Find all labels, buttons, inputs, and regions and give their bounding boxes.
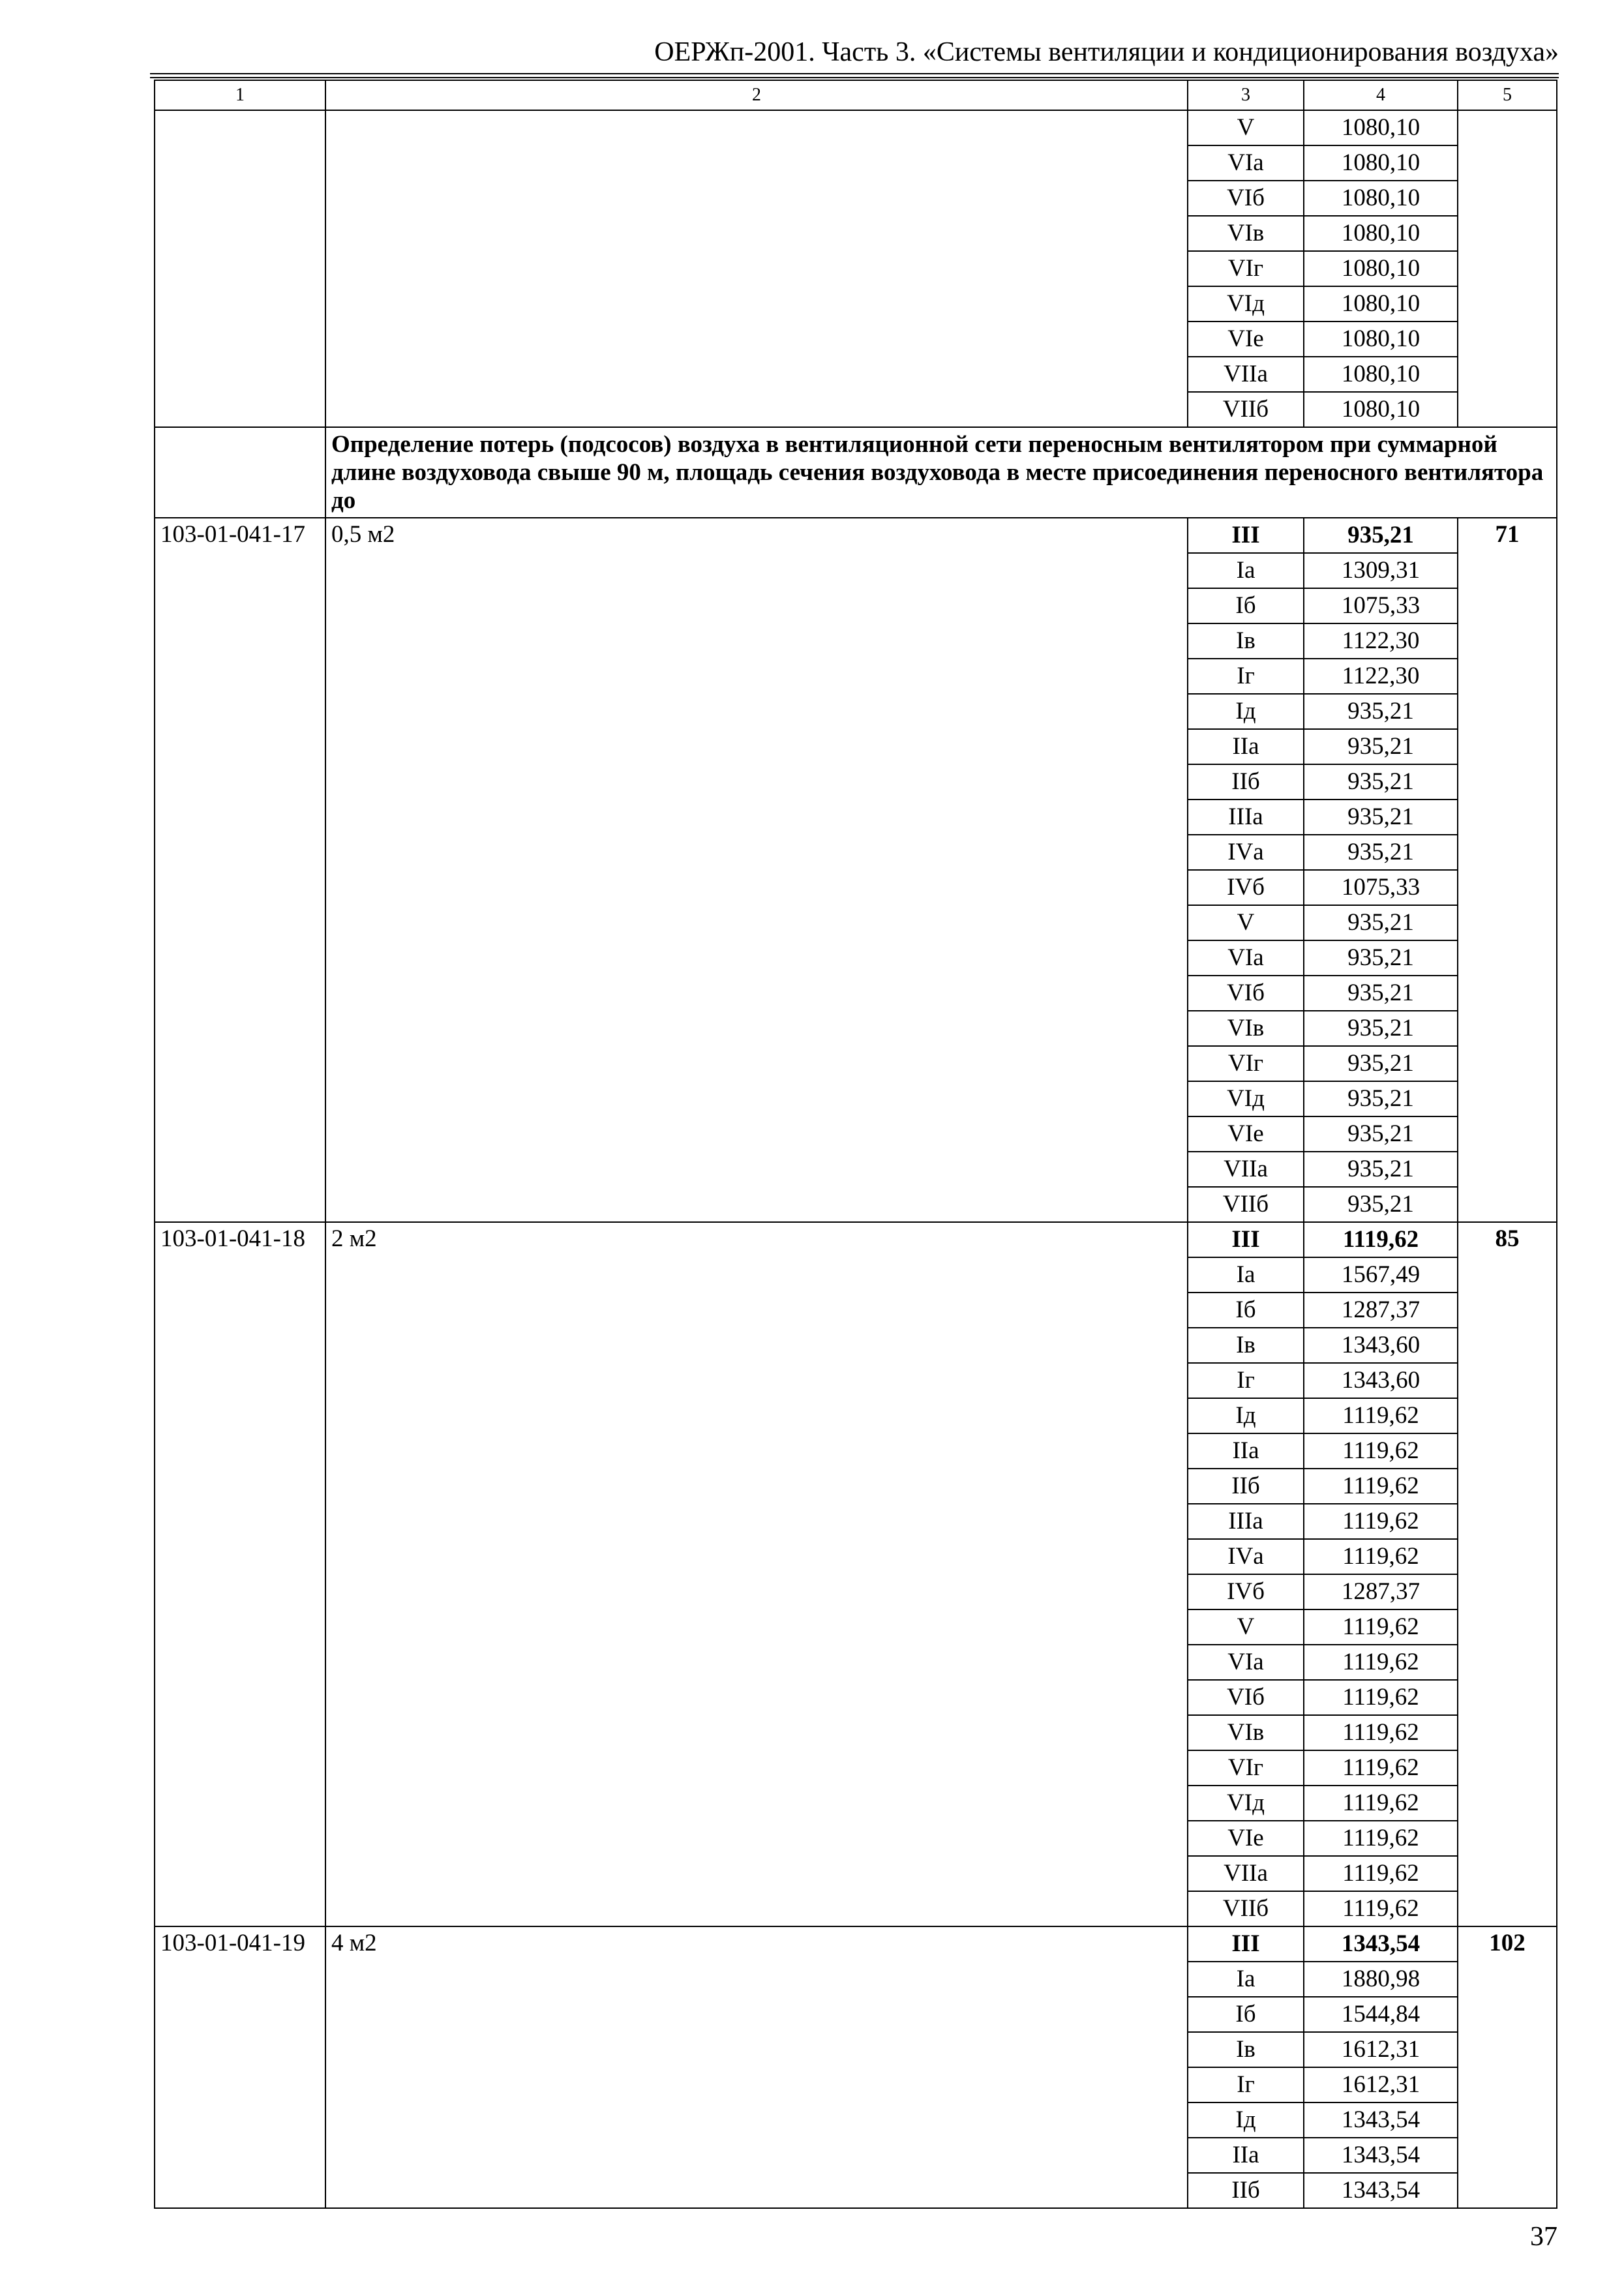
zone-cell: VIб: [1188, 976, 1304, 1011]
price-cell: 1080,10: [1304, 286, 1458, 322]
price-cell: 935,21: [1304, 940, 1458, 976]
zone-cell: VIIа: [1188, 357, 1304, 392]
price-cell: 1119,62: [1304, 1222, 1458, 1257]
zone-cell: Iг: [1188, 1363, 1304, 1398]
zone-cell: IIа: [1188, 729, 1304, 764]
zone-cell: VIе: [1188, 1821, 1304, 1856]
zone-cell: Iв: [1188, 2032, 1304, 2067]
zone-cell: III: [1188, 1926, 1304, 1962]
price-cell: 1119,62: [1304, 1680, 1458, 1715]
table-row: [155, 110, 1557, 145]
price-cell: 935,21: [1304, 800, 1458, 835]
zone-cell: IVб: [1188, 870, 1304, 905]
zone-cell: VIг: [1188, 1046, 1304, 1081]
price-cell: 935,21: [1304, 1046, 1458, 1081]
price-cell: 1122,30: [1304, 659, 1458, 694]
zone-cell: III: [1188, 518, 1304, 553]
price-cell: 935,21: [1304, 976, 1458, 1011]
zone-cell: VIIб: [1188, 1187, 1304, 1222]
rates-table-body: [155, 80, 1557, 2208]
zone-cell: IIб: [1188, 1469, 1304, 1504]
price-cell: 1122,30: [1304, 623, 1458, 659]
price-cell: 1343,54: [1304, 2138, 1458, 2173]
price-cell: 1119,62: [1304, 1856, 1458, 1891]
price-cell: 935,21: [1304, 835, 1458, 870]
zone-cell: VIд: [1188, 1786, 1304, 1821]
zone-cell: VIе: [1188, 1116, 1304, 1152]
price-cell: 1544,84: [1304, 1997, 1458, 2032]
mark-cell: 71: [1458, 518, 1557, 1222]
zone-cell: VIг: [1188, 1750, 1304, 1786]
zone-cell: Iг: [1188, 659, 1304, 694]
price-cell: 1075,33: [1304, 588, 1458, 623]
zone-cell: IVа: [1188, 1539, 1304, 1574]
zone-cell: IVа: [1188, 835, 1304, 870]
price-cell: 1612,31: [1304, 2032, 1458, 2067]
price-cell: 1119,62: [1304, 1786, 1458, 1821]
zone-cell: Iг: [1188, 2067, 1304, 2102]
zone-cell: IIб: [1188, 2173, 1304, 2208]
price-cell: 935,21: [1304, 1152, 1458, 1187]
zone-cell: Iд: [1188, 2102, 1304, 2138]
column-number: 1: [155, 80, 325, 110]
price-cell: 1612,31: [1304, 2067, 1458, 2102]
zone-cell: Iд: [1188, 694, 1304, 729]
table-row: [155, 518, 1557, 553]
price-cell: 1075,33: [1304, 870, 1458, 905]
zone-cell: IIа: [1188, 2138, 1304, 2173]
zone-cell: Iа: [1188, 1962, 1304, 1997]
code-cell: 103-01-041-19: [155, 1926, 325, 2208]
column-number: 3: [1188, 80, 1304, 110]
zone-cell: VIIб: [1188, 392, 1304, 427]
price-cell: 1119,62: [1304, 1539, 1458, 1574]
price-cell: 1080,10: [1304, 392, 1458, 427]
price-cell: 1119,62: [1304, 1891, 1458, 1926]
zone-cell: V: [1188, 110, 1304, 145]
column-number-row: [155, 80, 1557, 110]
zone-cell: VIIб: [1188, 1891, 1304, 1926]
zone-cell: VIа: [1188, 145, 1304, 181]
zone-cell: IIб: [1188, 764, 1304, 800]
price-cell: 1119,62: [1304, 1469, 1458, 1504]
description-cell: [325, 110, 1188, 427]
price-cell: 935,21: [1304, 729, 1458, 764]
zone-cell: VIв: [1188, 1011, 1304, 1046]
zone-cell: V: [1188, 905, 1304, 940]
zone-cell: IIа: [1188, 1433, 1304, 1469]
price-cell: 1080,10: [1304, 251, 1458, 286]
zone-cell: VIд: [1188, 286, 1304, 322]
zone-cell: Iа: [1188, 1257, 1304, 1293]
zone-cell: VIIа: [1188, 1152, 1304, 1187]
zone-cell: Iб: [1188, 1997, 1304, 2032]
description-cell: 0,5 м2: [325, 518, 1188, 1222]
price-cell: 1080,10: [1304, 216, 1458, 251]
price-cell: 1343,54: [1304, 2102, 1458, 2138]
zone-cell: Iд: [1188, 1398, 1304, 1433]
zone-cell: IIIа: [1188, 800, 1304, 835]
rates-table: [154, 80, 1557, 2209]
price-cell: 935,21: [1304, 1081, 1458, 1116]
price-cell: 1567,49: [1304, 1257, 1458, 1293]
price-cell: 1343,54: [1304, 1926, 1458, 1962]
price-cell: 1287,37: [1304, 1293, 1458, 1328]
zone-cell: VIа: [1188, 1645, 1304, 1680]
zone-cell: VIд: [1188, 1081, 1304, 1116]
zone-cell: VIв: [1188, 1715, 1304, 1750]
price-cell: 1080,10: [1304, 110, 1458, 145]
zone-cell: Iб: [1188, 588, 1304, 623]
price-cell: 935,21: [1304, 1187, 1458, 1222]
running-header: ОЕРЖп-2001. Часть 3. «Системы вентиляции и кондиционирования воздуха»: [654, 37, 1559, 67]
price-cell: 935,21: [1304, 1116, 1458, 1152]
price-cell: 1119,62: [1304, 1645, 1458, 1680]
column-number: 5: [1458, 80, 1557, 110]
zone-cell: VIб: [1188, 181, 1304, 216]
mark-cell: 85: [1458, 1222, 1557, 1926]
zone-cell: III: [1188, 1222, 1304, 1257]
price-cell: 1119,62: [1304, 1821, 1458, 1856]
price-cell: 1119,62: [1304, 1398, 1458, 1433]
zone-cell: V: [1188, 1609, 1304, 1645]
zone-cell: Iб: [1188, 1293, 1304, 1328]
mark-cell: [1458, 110, 1557, 427]
zone-cell: VIв: [1188, 216, 1304, 251]
header-rule: [150, 73, 1559, 74]
zone-cell: Iв: [1188, 1328, 1304, 1363]
price-cell: 935,21: [1304, 905, 1458, 940]
zone-cell: VIг: [1188, 251, 1304, 286]
code-cell: 103-01-041-18: [155, 1222, 325, 1926]
price-cell: 1119,62: [1304, 1433, 1458, 1469]
price-cell: 1119,62: [1304, 1609, 1458, 1645]
price-cell: 1343,60: [1304, 1328, 1458, 1363]
zone-cell: IVб: [1188, 1574, 1304, 1609]
price-cell: 1309,31: [1304, 553, 1458, 588]
section-heading-row: [155, 427, 1557, 518]
price-cell: 1080,10: [1304, 322, 1458, 357]
zone-cell: VIIа: [1188, 1856, 1304, 1891]
price-cell: 935,21: [1304, 1011, 1458, 1046]
price-cell: 1080,10: [1304, 145, 1458, 181]
zone-cell: VIб: [1188, 1680, 1304, 1715]
price-cell: 1080,10: [1304, 357, 1458, 392]
price-cell: 1080,10: [1304, 181, 1458, 216]
zone-cell: Iв: [1188, 623, 1304, 659]
price-cell: 1119,62: [1304, 1750, 1458, 1786]
description-cell: 2 м2: [325, 1222, 1188, 1926]
price-cell: 1287,37: [1304, 1574, 1458, 1609]
code-cell: [155, 427, 325, 518]
price-cell: 1119,62: [1304, 1504, 1458, 1539]
price-cell: 1343,54: [1304, 2173, 1458, 2208]
code-cell: [155, 110, 325, 427]
description-cell: 4 м2: [325, 1926, 1188, 2208]
price-cell: 935,21: [1304, 518, 1458, 553]
price-cell: 1119,62: [1304, 1715, 1458, 1750]
price-cell: 935,21: [1304, 764, 1458, 800]
column-number: 2: [325, 80, 1188, 110]
zone-cell: VIе: [1188, 322, 1304, 357]
table-row: [155, 1222, 1557, 1257]
zone-cell: Iа: [1188, 553, 1304, 588]
zone-cell: VIа: [1188, 940, 1304, 976]
mark-cell: 102: [1458, 1926, 1557, 2208]
code-cell: 103-01-041-17: [155, 518, 325, 1222]
price-cell: 935,21: [1304, 694, 1458, 729]
header-rule: [150, 77, 1559, 78]
column-number: 4: [1304, 80, 1458, 110]
price-cell: 1880,98: [1304, 1962, 1458, 1997]
page-number: 37: [1530, 2222, 1557, 2252]
table-row: [155, 1926, 1557, 1962]
price-cell: 1343,60: [1304, 1363, 1458, 1398]
section-heading: Определение потерь (подсосов) воздуха в вентиляционной сети переносным вентилятором при суммарной длине воздуховода свыше 90 м, площадь сечения воздуховода в месте присоединения переносного вентилятора до: [325, 427, 1557, 518]
zone-cell: IIIа: [1188, 1504, 1304, 1539]
